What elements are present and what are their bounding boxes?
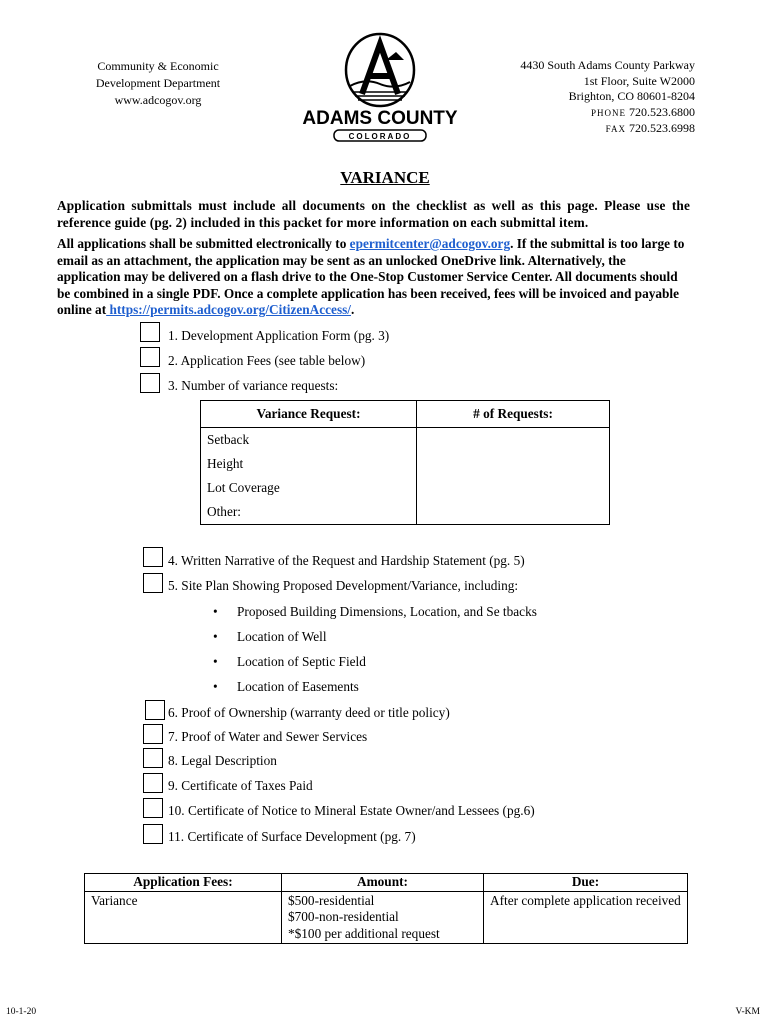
site-plan-bullet (213, 604, 537, 620)
table-row (201, 476, 610, 500)
bullet-text: Proposed Building Dimensions, Location, and Se tbacks (237, 604, 537, 619)
table-row (201, 500, 610, 525)
site-plan-bullet (213, 679, 359, 695)
fees-header-type: Application Fees: (85, 874, 282, 892)
variance-table-header-row (201, 401, 610, 428)
submission-text-after: . (351, 302, 355, 318)
revision-date: 10-1-20 (6, 1007, 37, 1017)
checklist-item-6: 6. Proof of Ownership (warranty deed or title policy) (168, 705, 450, 720)
application-fees-table (84, 873, 688, 944)
site-plan-bullet (213, 629, 327, 645)
fee-amount-residential: $500-residential (287, 892, 375, 908)
checklist-item-5: 5. Site Plan Showing Proposed Development/Variance, including: (168, 578, 519, 593)
variance-type-cell: Setback (201, 428, 417, 453)
department-line-1: Community & Economic (97, 59, 219, 73)
submission-text-middle: . If the submittal is too large to email as an attachment, the application may be sent as an unlocked OneDrive link. Alternatively, the application may be delivered on a flash drive to the One-Stop Customer Service Center. All documents should be combined in a single PDF. Once a complete application has been received, fees will be invoiced and payable online at (57, 236, 685, 318)
variance-type-cell: Lot Coverage (201, 476, 417, 500)
bullet-icon: • (213, 679, 218, 694)
site-plan-bullet (213, 654, 366, 670)
bullet-icon: • (213, 629, 218, 644)
requests-count-header: # of Requests: (417, 401, 610, 428)
checkbox-item-7[interactable] (143, 724, 163, 744)
phone-line (500, 105, 695, 122)
checklist-item-10: 10. Certificate of Notice to Mineral Estate Owner/and Lessees (pg.6) (168, 803, 535, 818)
variance-type-cell: Other: (201, 500, 417, 525)
checklist-item-11: 11. Certificate of Surface Development (pg. 7) (168, 829, 416, 844)
checkbox-item-3[interactable] (140, 373, 160, 393)
checkbox-item-9[interactable] (143, 773, 163, 793)
logo-county-name: ADAMS COUNTY (302, 108, 458, 129)
department-website: www.adcogov.org (114, 93, 202, 107)
checkbox-item-4[interactable] (143, 547, 163, 567)
bullet-icon: • (213, 654, 218, 669)
bullet-text: Location of Septic Field (237, 654, 366, 669)
checklist-item-9: 9. Certificate of Taxes Paid (168, 778, 313, 793)
fax-label: FAX (605, 124, 626, 134)
address-line-3: Brighton, CO 80601-8204 (568, 89, 695, 103)
fees-header-due: Due: (483, 874, 687, 892)
bullet-text: Location of Well (237, 629, 327, 644)
requests-count-cell[interactable] (417, 428, 610, 453)
variance-type-cell: Height (201, 452, 417, 476)
fee-amount-non-residential: $700-non-residential (287, 909, 399, 924)
checkbox-item-8[interactable] (143, 748, 163, 768)
address-line-2: 1st Floor, Suite W2000 (583, 73, 695, 88)
logo-state-name: COLORADO (348, 132, 412, 141)
checklist-item-1: 1. Development Application Form (pg. 3) (168, 328, 390, 343)
fee-amount-cell (281, 891, 483, 944)
bullet-text: Location of Easements (237, 679, 359, 694)
bullet-icon: • (213, 604, 218, 619)
citizen-access-link[interactable]: https://permits.adcogov.org/CitizenAccess/ (106, 302, 351, 318)
department-block (88, 58, 228, 109)
address-block (500, 58, 695, 138)
intro-paragraph: Application submittals must include all documents on the checklist as well as this page. Please use the reference guide (pg. 2) included in this packet for more information on each submittal item. (57, 198, 690, 230)
county-seal-icon (300, 30, 460, 142)
fee-amount-additional: *$100 per additional request (287, 925, 440, 941)
table-row (201, 428, 610, 453)
submission-paragraph (57, 236, 690, 319)
requests-count-cell[interactable] (417, 476, 610, 500)
submission-text-before: All applications shall be submitted electronically to (57, 236, 350, 251)
adams-county-logo (300, 30, 460, 142)
table-row (85, 891, 688, 944)
fee-type-cell: Variance (85, 891, 282, 944)
checklist-item-3: 3. Number of variance requests: (168, 378, 339, 393)
checklist-item-2: 2. Application Fees (see table below) (168, 353, 366, 368)
phone-label: PHONE (590, 107, 626, 118)
department-line-2: Development Department (95, 76, 221, 90)
checklist-item-4: 4. Written Narrative of the Request and Hardship Statement (pg. 5) (168, 553, 525, 568)
fees-header-amount: Amount: (281, 874, 483, 892)
phone-number: 720.523.6800 (629, 104, 695, 119)
table-row (201, 452, 610, 476)
checkbox-item-10[interactable] (143, 798, 163, 818)
fax-number: 720.523.6998 (629, 121, 695, 135)
requests-count-cell[interactable] (417, 500, 610, 525)
requests-count-cell[interactable] (417, 452, 610, 476)
fees-table-header-row (85, 874, 688, 892)
checklist-item-7: 7. Proof of Water and Sewer Services (168, 729, 368, 744)
variance-request-header: Variance Request: (201, 401, 417, 428)
checkbox-item-1[interactable] (140, 322, 160, 342)
fee-due-cell: After complete application received (483, 891, 687, 944)
address-line-1: 4430 South Adams County Parkway (520, 58, 695, 72)
checkbox-item-5[interactable] (143, 573, 163, 593)
variance-request-table (200, 400, 610, 525)
checkbox-item-11[interactable] (143, 824, 163, 844)
form-code: V-KM (735, 1007, 760, 1017)
email-link[interactable]: epermitcenter@adcogov.org (349, 236, 511, 251)
checkbox-item-2[interactable] (140, 347, 160, 367)
page-title: VARIANCE (340, 168, 430, 187)
fax-line (500, 121, 695, 138)
checkbox-item-6[interactable] (145, 700, 165, 720)
checklist-item-8: 8. Legal Description (168, 753, 277, 768)
